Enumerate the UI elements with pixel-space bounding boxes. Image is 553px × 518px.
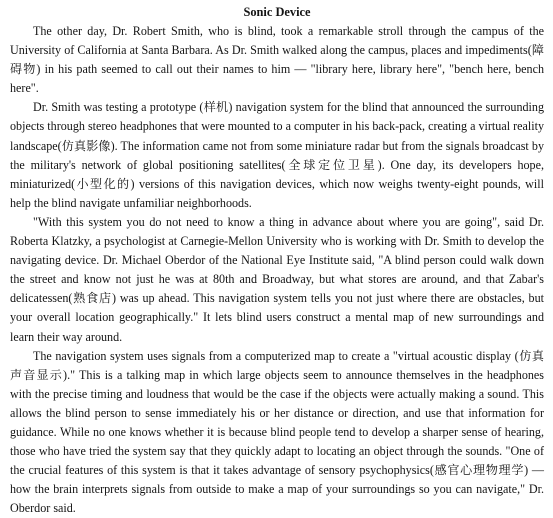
paragraph-3: "With this system you do not need to know a thing in advance about where you are going", said Dr. Roberta Klatzky, a psychologist at Carnegie-Mellon University who is working with Dr. Smith to develop the navigating device. Dr. Michael Oberdor of the National Eye Institute said, "A blind person could walk down the street and know not just he was at 80th and Broadway, but what stores are around, and that Zabar's delicatessen(熟食店) was up ahead. This navigation system tells you not just where there are obstacles, but your overall location geographically." It lets blind users construct a mental map of new surroundings and learn their way around. (10, 214, 544, 344)
document-title: Sonic Device (243, 5, 311, 19)
paragraph-1: The other day, Dr. Robert Smith, who is blind, took a remarkable stroll through the campus of the University of California at Santa Barbara. As Dr. Smith walked along the campus, places and impediments(障碍物) in his path seemed to call out their names to him — "library here, library here", "bench here, bench here". (10, 24, 544, 96)
paragraph-4: The navigation system uses signals from a computerized map to create a "virtual acoustic display (仿真声音显示)." This is a talking map in which large objects seem to announce themselves in the headphones with the precise timing and loudness that would be the case if the objects were actually making a sound. This allows the blind person to sense immediately his or her distance or direction, and use that information for guidance. While no one knows whether it is because blind people tend to develop a sharper sense of hearing, those who have tried the system say that they quickly adapt to locating an object through the sounds. "One of the crucial features of this system is that it takes advantage of sensory psychophysics(感官心理物理学) — how the brain interprets signals from outside to make a map of your surroundings so you can navigate," Dr. Oberdor said. (10, 348, 544, 516)
paragraph-2: Dr. Smith was testing a prototype (样机) navigation system for the blind that announced the surrounding objects through stereo headphones that were mounted to a computer in his back-pack, creating a virtual reality landscape(仿真影像). The information came not from some miniature radar but from the signals broadcast by the military's network of global positioning satellites(全球定位卫星). One day, its developers hope, miniaturized(小型化的) versions of this navigation devices, which now weighs twenty-eight pounds, will help the blind navigate unfamiliar neighborhoods. (10, 100, 544, 210)
